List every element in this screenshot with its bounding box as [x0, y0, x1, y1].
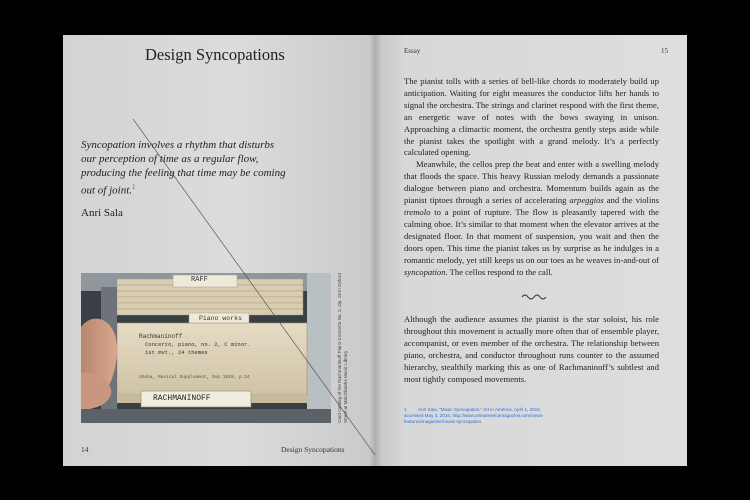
book-gutter: [369, 35, 381, 466]
card-tab-label: RACHMANINOFF: [153, 394, 211, 403]
emphasis: arpeggios: [569, 195, 604, 206]
footnote-mark[interactable]: 1: [132, 183, 136, 191]
text-run: Meanwhile, the cellos prep the beat and enter with a swelling melody that floods the space. This heavy Russian melody demands a passionate dialogue between piano and orchestra. Momentum builds again as the pianist tiptoes through a series of accelerating: [404, 159, 659, 206]
text-run: and the violins: [603, 195, 659, 206]
card-tab-label: Piano works: [199, 315, 242, 322]
body-text: [404, 314, 659, 385]
paragraph: [404, 159, 659, 278]
photo-caption: Card catalog of the Rachmaninoff Piano Concerto No. 2, Op. 18 in Oxford Street at Marchbanks Music Library: [337, 273, 348, 423]
page-title: Design Syncopations: [145, 45, 285, 64]
card-line: 1st mvt., 24 themes: [145, 349, 208, 356]
page-number: 15: [661, 47, 668, 55]
card-line: Concerto, piano, no. 2, C minor.: [145, 341, 251, 348]
footnote-number: 1: [404, 407, 407, 412]
paragraph: Although the audience assumes the pianist is the star soloist, his role throughout this movement is actually more often that of ensemble player, accompanist, or even member of the orchestra. The relationship between piano, orchestra, and conductor throughout runs counter to the assumed hierarchy, stealthily marking this as one of Rachmaninoff’s subtlest and most tightly composed movements.: [404, 314, 659, 384]
section-label: Essay: [404, 47, 421, 55]
section-break-wave-icon: [521, 292, 547, 300]
book-spread: [63, 35, 687, 466]
quote-text: Syncopation involves a rhythm that disturbs our perception of time as a regular flow, producing the feeling that time may be coming out of joint.: [81, 139, 286, 197]
emphasis: syncopation: [404, 266, 446, 277]
text-run: . The cellos respond to the call.: [445, 266, 553, 277]
card-line: Sheba, Musical Supplement, Sep 1920, p.24: [139, 375, 250, 380]
footnote: [404, 407, 554, 424]
emphasis: tremolo: [404, 206, 431, 217]
diagonal-rule: [63, 35, 375, 466]
running-title: Design Syncopations: [281, 445, 345, 454]
left-page: [63, 35, 375, 466]
card-line: Rachmaninoff: [139, 333, 183, 340]
text-run: to a point of rupture. The flow is pleasantly tapered with the calming oboe. It’s similar to that moment when the elevator arrives at the designated floor. In that moment of suspension, you wait and then the doors open. This time the pianist takes us by surprise as he indulges in a romantic melody, yet still keeps us on our toes as he weaves in-and-out of: [404, 206, 659, 265]
quote-author: Anri Sala: [81, 207, 123, 219]
page-number: 14: [81, 445, 89, 454]
card-tab-label: RAFF: [191, 276, 208, 284]
footnote-text[interactable]: Anri Sala, “Music Syncopation,” Art in America, April 1, 2016, accessed May 3, 2016, http://www.artinamericamagazine.com/news-features/magazine/music-syncopation.: [404, 407, 544, 424]
right-page: [375, 35, 687, 466]
body-text: [404, 76, 659, 278]
paragraph: The pianist tolls with a series of bell-like chords to moderately build up anticipation. Waiting for eight measures the conductor lifts her hands to signal the orchestra. The strings and clarinet respond with the first theme, an energetic wave of notes with the bows swaying in unison. Approaching a climactic moment, the orchestra gently steps aside while the pianist takes the spotlight with a grand melody. It’s a perfectly calculated opening.: [404, 76, 659, 158]
